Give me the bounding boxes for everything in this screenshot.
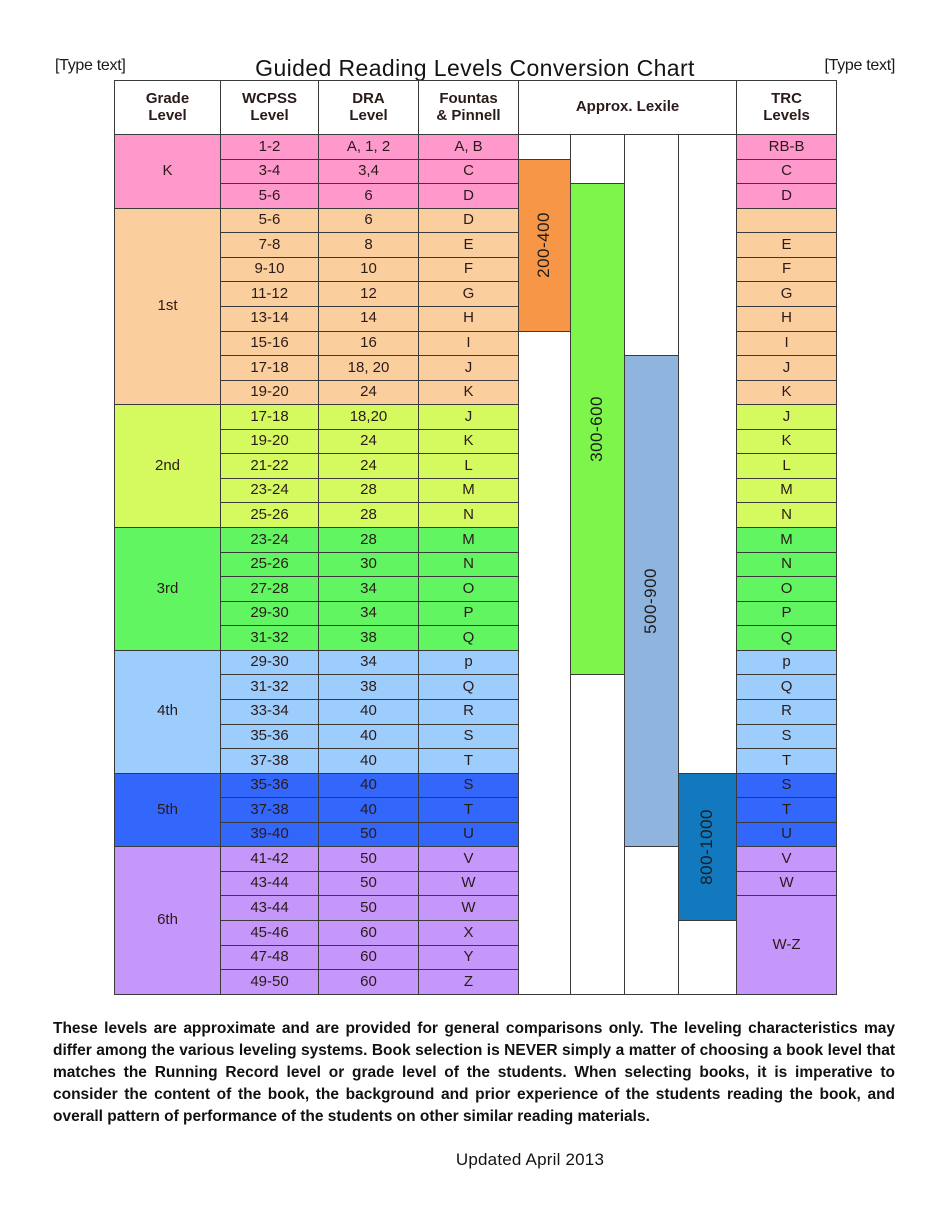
fp-cell: M [419, 478, 519, 503]
dra-cell: 38 [319, 675, 419, 700]
type-text-placeholder-left[interactable]: [Type text] [55, 57, 126, 74]
header-row [115, 81, 837, 135]
page-title: Guided Reading Levels Conversion Chart [255, 55, 695, 81]
fp-cell: X [419, 921, 519, 946]
fp-cell: Y [419, 945, 519, 970]
trc-level-cell: M [737, 528, 837, 553]
wcpss-cell: 37-38 [221, 749, 319, 774]
trc-level-cell: V [737, 847, 837, 872]
dra-cell: 50 [319, 847, 419, 872]
wcpss-cell: 31-32 [221, 626, 319, 651]
dra-cell: 24 [319, 454, 419, 479]
grade-level-cell: 1st [115, 208, 221, 405]
header-line-1: Approx. Lexile [575, 98, 680, 116]
trc-level-cell: I [737, 331, 837, 356]
trc-level-cell: G [737, 282, 837, 307]
trc-level-cell: C [737, 159, 837, 184]
dra-cell: 40 [319, 798, 419, 823]
grade-level-cell: K [115, 135, 221, 209]
fp-cell: O [419, 577, 519, 602]
dra-cell: 60 [319, 945, 419, 970]
trc-level-cell: O [737, 577, 837, 602]
wcpss-cell: 41-42 [221, 847, 319, 872]
dra-cell: 6 [319, 184, 419, 209]
fp-cell: V [419, 847, 519, 872]
dra-cell: 60 [319, 970, 419, 995]
lexile-empty-cell [625, 847, 679, 995]
fp-cell: S [419, 773, 519, 798]
fp-cell: N [419, 503, 519, 528]
wcpss-cell: 25-26 [221, 503, 319, 528]
dra-cell: 14 [319, 306, 419, 331]
trc-level-cell: J [737, 356, 837, 381]
dra-cell: 34 [319, 650, 419, 675]
grade-level-cell: 2nd [115, 405, 221, 528]
type-text-placeholder-right[interactable]: [Type text] [824, 57, 895, 74]
lexile-bar-label: 500-900 [641, 568, 661, 635]
lexile-bar [571, 184, 625, 675]
dra-cell: 40 [319, 773, 419, 798]
wcpss-cell: 13-14 [221, 306, 319, 331]
trc-level-cell: K [737, 429, 837, 454]
trc-level-cell: D [737, 184, 837, 209]
lexile-empty-cell [571, 675, 625, 995]
fp-cell: J [419, 405, 519, 430]
table-row [115, 921, 837, 946]
wcpss-cell: 19-20 [221, 429, 319, 454]
header-line-2: Levels [763, 106, 810, 124]
lexile-empty-cell [625, 135, 679, 356]
wcpss-cell: 21-22 [221, 454, 319, 479]
trc-level-cell: Q [737, 675, 837, 700]
fp-cell: U [419, 822, 519, 847]
wcpss-cell: 3-4 [221, 159, 319, 184]
trc-level-cell: T [737, 749, 837, 774]
trc-level-cell: K [737, 380, 837, 405]
wcpss-cell: 7-8 [221, 233, 319, 258]
table-header [115, 81, 837, 135]
dra-cell: 38 [319, 626, 419, 651]
fp-cell: G [419, 282, 519, 307]
header-line-1: TRC [771, 90, 802, 107]
wcpss-cell: 15-16 [221, 331, 319, 356]
dra-cell: 40 [319, 699, 419, 724]
fp-cell: T [419, 798, 519, 823]
dra-cell: 50 [319, 896, 419, 921]
dra-cell: 60 [319, 921, 419, 946]
wcpss-cell: 33-34 [221, 699, 319, 724]
wcpss-cell: 9-10 [221, 257, 319, 282]
header-line-1: DRA [352, 90, 385, 107]
wcpss-cell: 23-24 [221, 478, 319, 503]
fp-cell: K [419, 380, 519, 405]
trc-level-cell: W [737, 871, 837, 896]
fp-cell: N [419, 552, 519, 577]
trc-level-cell [737, 208, 837, 233]
dra-cell: 50 [319, 871, 419, 896]
wcpss-cell: 29-30 [221, 601, 319, 626]
fp-cell: L [419, 454, 519, 479]
fp-cell: P [419, 601, 519, 626]
wcpss-cell: 17-18 [221, 405, 319, 430]
wcpss-cell: 37-38 [221, 798, 319, 823]
page-header-bar [0, 55, 950, 83]
trc-level-cell: Q [737, 626, 837, 651]
lexile-bar [519, 159, 571, 331]
lexile-empty-cell [679, 135, 737, 774]
fp-cell: E [419, 233, 519, 258]
dra-cell: 34 [319, 601, 419, 626]
fp-cell: Q [419, 626, 519, 651]
trc-level-cell: T [737, 798, 837, 823]
dra-cell: 8 [319, 233, 419, 258]
trc-level-cell: W-Z [737, 896, 837, 995]
dra-cell: 28 [319, 478, 419, 503]
fp-cell: T [419, 749, 519, 774]
fp-cell: D [419, 208, 519, 233]
wcpss-cell: 5-6 [221, 208, 319, 233]
column-header-trc-levels [737, 81, 837, 135]
dra-cell: 40 [319, 749, 419, 774]
column-header-grade-level [115, 81, 221, 135]
lexile-bar [625, 356, 679, 847]
lexile-empty-cell [679, 921, 737, 995]
dra-cell: 18, 20 [319, 356, 419, 381]
fp-cell: p [419, 650, 519, 675]
dra-cell: 18,20 [319, 405, 419, 430]
dra-cell: 30 [319, 552, 419, 577]
header-line-1: Fountas [439, 90, 498, 107]
fp-cell: R [419, 699, 519, 724]
grade-level-cell: 6th [115, 847, 221, 995]
trc-level-cell: S [737, 724, 837, 749]
fp-cell: S [419, 724, 519, 749]
conversion-chart [114, 80, 836, 995]
fp-cell: H [419, 306, 519, 331]
table-row [115, 135, 837, 160]
trc-level-cell: F [737, 257, 837, 282]
header-line-2: Level [148, 106, 187, 124]
trc-level-cell: E [737, 233, 837, 258]
lexile-bar-label: 300-600 [587, 396, 607, 463]
wcpss-cell: 29-30 [221, 650, 319, 675]
dra-cell: 3,4 [319, 159, 419, 184]
fp-cell: J [419, 356, 519, 381]
wcpss-cell: 43-44 [221, 871, 319, 896]
fp-cell: M [419, 528, 519, 553]
fp-cell: K [419, 429, 519, 454]
wcpss-cell: 11-12 [221, 282, 319, 307]
column-header-fountas-pinnell [419, 81, 519, 135]
wcpss-cell: 5-6 [221, 184, 319, 209]
dra-cell: 28 [319, 528, 419, 553]
column-header-dra-level [319, 81, 419, 135]
fp-cell: F [419, 257, 519, 282]
trc-level-cell: L [737, 454, 837, 479]
header-line-2: Level [250, 106, 289, 124]
wcpss-cell: 35-36 [221, 773, 319, 798]
wcpss-cell: 35-36 [221, 724, 319, 749]
dra-cell: 50 [319, 822, 419, 847]
trc-level-cell: H [737, 306, 837, 331]
header-line-1: WCPSS [241, 90, 297, 107]
header-line-2: & Pinnell [436, 106, 501, 124]
trc-level-cell: S [737, 773, 837, 798]
wcpss-cell: 43-44 [221, 896, 319, 921]
header-line-1: Grade [145, 90, 190, 107]
trc-level-cell: R [737, 699, 837, 724]
fp-cell: C [419, 159, 519, 184]
wcpss-cell: 27-28 [221, 577, 319, 602]
dra-cell: 12 [319, 282, 419, 307]
table-body [115, 135, 837, 995]
disclaimer-note: These levels are approximate and are provided for general comparisons only. The leveling characteristics may differ among the various leveling systems. Book selection is NEVER simply a matter of choosing a book level that matches the Running Record level or grade level of the students. When selecting books, it is imperative to consider the content of the book, the background and prior experience of the students reading the book, and overall pattern of performance of the students on other similar reading materials. [53, 1020, 895, 1125]
dra-cell: 10 [319, 257, 419, 282]
dra-cell: 6 [319, 208, 419, 233]
trc-level-cell: N [737, 503, 837, 528]
updated-date: Updated April 2013 [455, 1150, 605, 1169]
fp-cell: I [419, 331, 519, 356]
column-header-approx-lexile [519, 81, 737, 135]
levels-table [114, 80, 837, 995]
header-line-2: Level [349, 106, 388, 124]
trc-level-cell: P [737, 601, 837, 626]
wcpss-cell: 23-24 [221, 528, 319, 553]
trc-level-cell: U [737, 822, 837, 847]
lexile-bar-label: 800-1000 [697, 808, 717, 885]
table-row [115, 773, 837, 798]
column-header-wcpss-level [221, 81, 319, 135]
trc-level-cell: p [737, 650, 837, 675]
grade-level-cell: 5th [115, 773, 221, 847]
lexile-empty-cell [519, 331, 571, 995]
wcpss-cell: 47-48 [221, 945, 319, 970]
fp-cell: D [419, 184, 519, 209]
trc-level-cell: J [737, 405, 837, 430]
trc-level-cell: M [737, 478, 837, 503]
wcpss-cell: 45-46 [221, 921, 319, 946]
dra-cell: 24 [319, 380, 419, 405]
fp-cell: Q [419, 675, 519, 700]
wcpss-cell: 25-26 [221, 552, 319, 577]
lexile-bar-label: 200-400 [534, 212, 554, 278]
lexile-empty-cell [571, 135, 625, 184]
fp-cell: W [419, 896, 519, 921]
dra-cell: 40 [319, 724, 419, 749]
wcpss-cell: 1-2 [221, 135, 319, 160]
lexile-empty-cell [519, 135, 571, 160]
dra-cell: 34 [319, 577, 419, 602]
dra-cell: A, 1, 2 [319, 135, 419, 160]
fp-cell: A, B [419, 135, 519, 160]
wcpss-cell: 19-20 [221, 380, 319, 405]
fp-cell: Z [419, 970, 519, 995]
trc-level-cell: RB-B [737, 135, 837, 160]
grade-level-cell: 3rd [115, 528, 221, 651]
dra-cell: 16 [319, 331, 419, 356]
dra-cell: 28 [319, 503, 419, 528]
trc-level-cell: N [737, 552, 837, 577]
wcpss-cell: 17-18 [221, 356, 319, 381]
grade-level-cell: 4th [115, 650, 221, 773]
wcpss-cell: 49-50 [221, 970, 319, 995]
lexile-bar [679, 773, 737, 920]
dra-cell: 24 [319, 429, 419, 454]
fp-cell: W [419, 871, 519, 896]
wcpss-cell: 31-32 [221, 675, 319, 700]
wcpss-cell: 39-40 [221, 822, 319, 847]
